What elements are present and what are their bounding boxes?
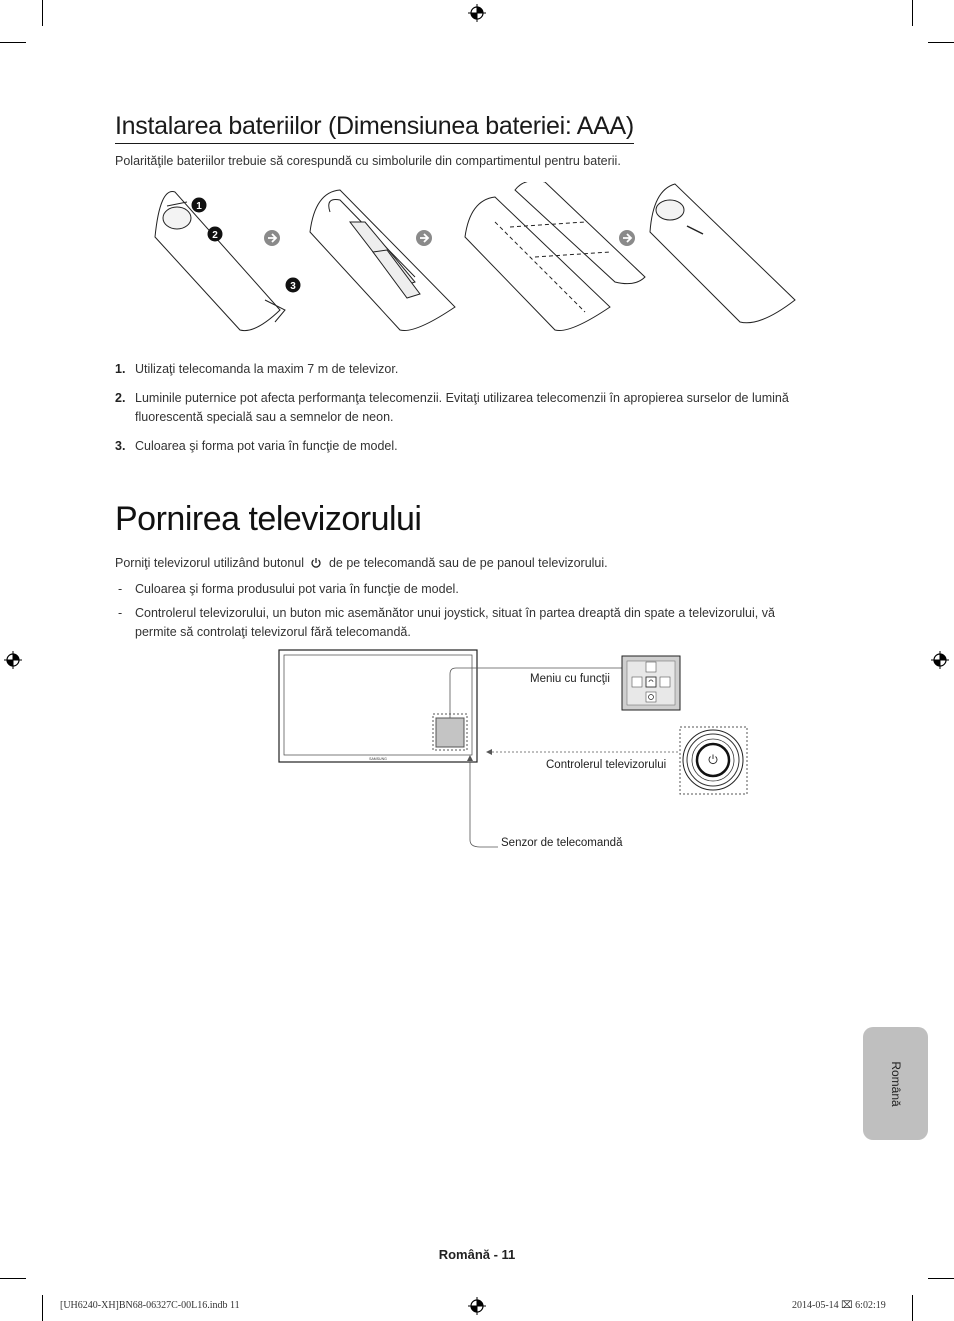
item-text: Utilizaţi telecomanda la maxim 7 m de televizor.	[135, 362, 399, 376]
crop-mark	[912, 0, 913, 26]
language-tab-label: Română	[888, 1060, 903, 1107]
crop-mark	[0, 1278, 26, 1279]
item-number: 1.	[115, 362, 126, 376]
function-menu-label: Meniu cu funcţii	[530, 673, 610, 685]
item-text: Culoarea şi forma pot varia în funcţie de model.	[135, 439, 398, 453]
dash-bullet: -	[118, 606, 123, 620]
tv-controller-label: Controlerul televizorului	[546, 759, 667, 771]
tv-controller-knob	[680, 727, 747, 794]
crop-mark	[912, 1295, 913, 1321]
print-slug-left: [UH6240-XH]BN68-06327C-00L16.indb 11	[60, 1300, 240, 1311]
registration-mark-icon	[468, 1297, 486, 1315]
next-arrow-icon	[619, 230, 635, 246]
item-number: 3.	[115, 439, 126, 453]
remote-step-3	[465, 182, 645, 331]
registration-mark-icon	[468, 4, 486, 22]
list-item	[115, 580, 815, 599]
function-menu-box	[622, 656, 680, 710]
print-slug-right: 2014-05-14 ⌧ 6:02:19	[792, 1300, 886, 1311]
crop-mark	[928, 42, 954, 43]
item-text: Luminile puternice pot afecta performanţa telecomenzii. Evitaţi utilizarea telecomenzii în apropierea surselor de lumină fluorescentă specială sau a semnelor de neon.	[135, 391, 789, 424]
power-intro-end: de pe telecomandă sau de pe panoul televizorului.	[328, 556, 608, 570]
registration-mark-icon	[4, 651, 22, 669]
remote-step-1	[155, 192, 285, 331]
power-intro-start: Porniţi televizorul utilizând butonul	[115, 556, 304, 570]
remote-step-2	[310, 190, 455, 331]
crop-mark	[42, 1295, 43, 1321]
crop-mark	[928, 1278, 954, 1279]
item-number: 2.	[115, 391, 126, 405]
list-item	[115, 437, 815, 456]
crop-mark	[42, 0, 43, 26]
svg-text:2: 2	[212, 230, 218, 241]
page-footer: Română - 11	[438, 1247, 516, 1262]
battery-section-title: Instalarea bateriilor (Dimensiunea bateriei: AAA)	[115, 112, 634, 144]
dash-bullet: -	[118, 582, 123, 596]
remote-step-4	[650, 184, 795, 323]
step-marker-2	[208, 227, 223, 242]
item-text: Controlerul televizorului, un buton mic asemănător unui joystick, situat în partea dreaptă din spate a televizorului, vă permite să controlaţi televizorul fără telecomandă.	[135, 606, 775, 639]
power-section-title: Pornirea televizorului	[115, 500, 422, 538]
remote-sensor-label: Senzor de telecomandă	[501, 837, 623, 849]
power-intro	[115, 556, 608, 570]
list-item	[115, 389, 815, 427]
crop-mark	[0, 42, 26, 43]
step-marker-1	[192, 198, 207, 213]
battery-install-illustration	[115, 182, 815, 342]
next-arrow-icon	[416, 230, 432, 246]
item-text: Culoarea şi forma produsului pot varia în funcţie de model.	[135, 582, 459, 596]
list-item	[115, 604, 815, 642]
svg-text:3: 3	[290, 281, 296, 292]
registration-mark-icon	[931, 651, 949, 669]
next-arrow-icon	[264, 230, 280, 246]
step-marker-3	[286, 278, 301, 293]
language-side-tab	[863, 1027, 928, 1140]
svg-text:1: 1	[196, 201, 202, 212]
battery-notes-list	[115, 360, 815, 466]
power-notes-list	[115, 580, 815, 647]
list-item	[115, 360, 815, 379]
power-icon	[310, 557, 322, 569]
tv-brand-label: SAMSUNG	[369, 757, 387, 761]
battery-intro: Polarităţile bateriilor trebuie să corespundă cu simbolurile din compartimentul pentru baterii.	[115, 154, 621, 168]
tv-controller-diagram	[270, 640, 760, 860]
